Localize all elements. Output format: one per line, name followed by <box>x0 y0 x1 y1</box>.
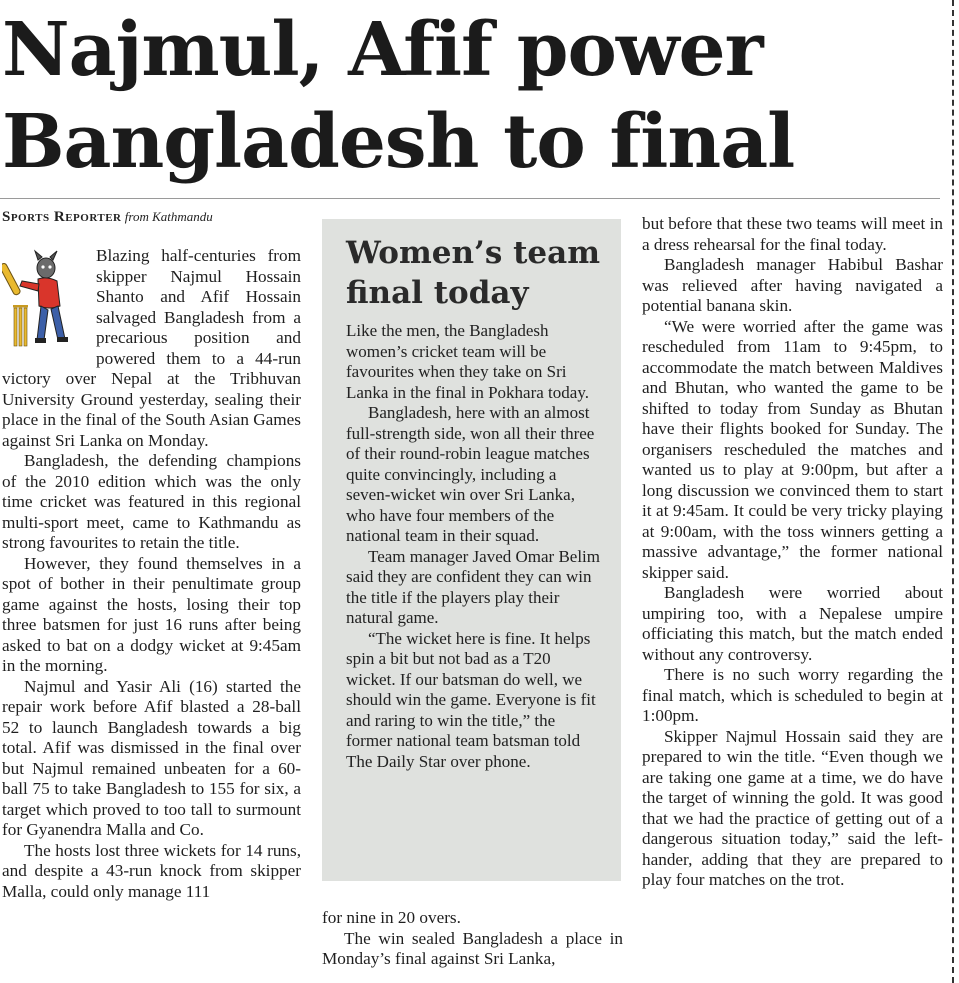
paragraph: The hosts lost three wickets for 14 runs, and despite a 43-run knock from skipper Malla, could only manage 111 <box>2 840 301 901</box>
paragraph: The win sealed Bangladesh a place in Monday’s final against Sri Lanka, <box>322 928 623 968</box>
paragraph: Bangladesh were worried about umpiring too, with a Nepalese umpire officiating this match, but the match ended without any controversy. <box>642 583 943 664</box>
headline-line-1: Najmul, Afif power <box>2 7 763 93</box>
byline-tag: Sports Reporter <box>2 209 122 225</box>
paragraph: Bangladesh manager Habibul Bashar was relieved after having navigated a potential banana skin. <box>642 255 943 315</box>
article-column-3 <box>642 214 943 891</box>
sidebar-title: Women’s team final today <box>346 235 600 311</box>
paragraph: Blazing half-centuries from skipper Najmul Hossain Shanto and Afif Hossain salvaged Bangladesh from a precarious position and powered them to a 44-run victory over Nepal at the Tribhuvan University Ground yesterday, sealing their place in the final of the South Asian Games against Sri Lanka on Monday. <box>2 246 301 450</box>
paragraph: but before that these two teams will meet in a dress rehearsal for the final today. <box>642 214 943 254</box>
paragraph: Bangladesh, the defending champions of the 2010 edition which was the only time cricket was featured in this regional multi-sport meet, came to Kathmandu as strong favourites to retain the title. <box>2 451 301 552</box>
sidebar-box <box>322 219 621 881</box>
byline <box>2 209 213 226</box>
headline-line-2: Bangladesh to final <box>2 99 795 185</box>
headline <box>2 4 902 188</box>
sidebar-paragraph: Team manager Javed Omar Belim said they are confident they can win the title if the players play their natural game. <box>346 546 600 627</box>
paragraph: However, they found themselves in a spot of bother in their penultimate group game against the hosts, losing their top three batsmen for just 16 runs after being asked to bat on a dodgy wicket at 9:45am in the morning. <box>2 553 301 675</box>
sidebar-body <box>346 321 603 772</box>
sidebar-paragraph: Bangladesh, here with an almost full-strength side, won all their three of their round-robin league matches quite convincingly, including a seven-wicket win over Sri Lanka, who have four members of the national team in their squad. <box>346 403 595 545</box>
article-column-2 <box>322 908 623 970</box>
paragraph: “We were worried after the game was rescheduled from 11am to 9:45pm, to accommodate the match between Maldives and Bhutan, who wanted the game to be shifted to today from Sunday as Bhutan have their flights booked for Sunday. The organisers rescheduled the matches and wanted us to play at 9:00pm, but after a long discussion we convinced them to start it at 9:45am. It could be very tricky playing at 9:00am, with the toss winners getting a massive advantage,” the former national skipper said. <box>642 316 943 582</box>
cricket-batsman-tiger-icon <box>2 248 88 352</box>
sidebar-paragraph: Like the men, the Bangladesh women’s cricket team will be favourites when they take on Sri Lanka in the final in Pokhara today. <box>346 321 589 402</box>
paragraph: for nine in 20 overs. <box>322 908 461 927</box>
headline-rule <box>0 198 940 199</box>
paragraph: There is no such worry regarding the final match, which is scheduled to begin at 1:00pm. <box>642 665 943 725</box>
page-cut-line <box>952 0 954 983</box>
article-column-1 <box>2 246 301 902</box>
sidebar-paragraph: “The wicket here is fine. It helps spin a bit but not bad as a T20 wicket. If our batsman do well, we should win the game. Everyone is fit and raring to win the title,” the former national team batsman told The Daily Star over phone. <box>346 628 596 771</box>
paragraph: Najmul and Yasir Ali (16) started the repair work before Afif blasted a 28-ball 52 to launch Bangladesh towards a big total. Afif was dismissed in the final over but Najmul remained unbeaten for a 60-ball 75 to take Bangladesh to 155 for six, a target which proved to too tall to surmount for Gyanendra Malla and Co. <box>2 676 301 839</box>
paragraph: Skipper Najmul Hossain said they are prepared to win the title. “Even though we are taking one game at a time, we do have the target of winning the gold. It was good that we had the practice of getting out of a dangerous situation today,” said the left-hander, adding that they are prepared to play four matches on the trot. <box>642 726 943 889</box>
byline-location: from Kathmandu <box>124 209 213 224</box>
